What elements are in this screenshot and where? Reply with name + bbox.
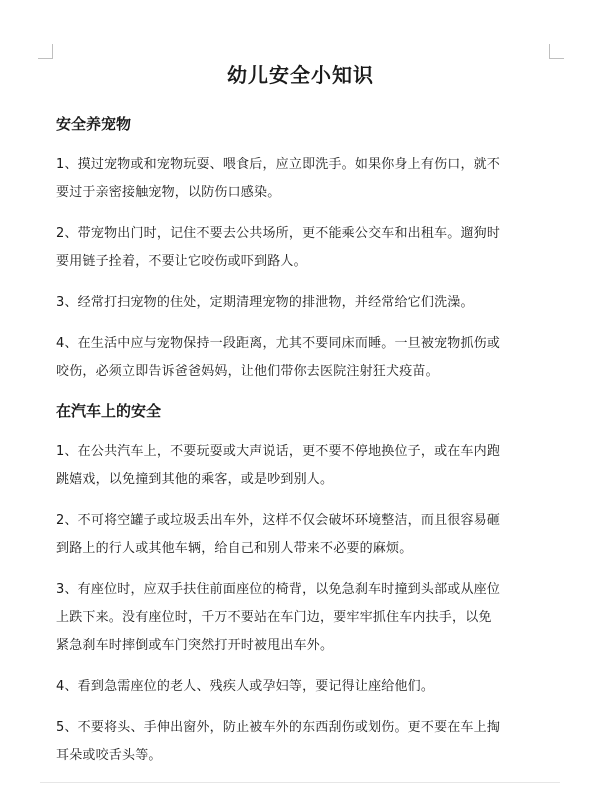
text-line: 3、有座位时，应双手扶住前面座位的椅背，以免急刹车时撞到头部或从座位 — [56, 582, 501, 597]
paragraph-pets-1 — [56, 151, 556, 207]
text-line: 4、在生活中应与宠物保持一段距离，尤其不要同床而睡。一旦被宠物抓伤或 — [56, 336, 501, 351]
paragraph-pets-2 — [56, 220, 556, 276]
paragraph-bus-1 — [56, 438, 556, 494]
text-line: 1、摸过宠物或和宠物玩耍、喂食后，应立即洗手。如果你身上有伤口，就不 — [56, 157, 501, 172]
crop-mark-top-right — [549, 44, 564, 59]
page-bottom-divider — [40, 782, 560, 783]
paragraph-pets-3 — [56, 289, 556, 317]
text-line: 咬伤，必须立即告诉爸爸妈妈，让他们带你去医院注射狂犬疫苗。 — [56, 364, 439, 379]
text-line: 2、不可将空罐子或垃圾丢出车外，这样不仅会破坏环境整洁，而且很容易砸 — [56, 513, 501, 528]
paragraph-pets-4 — [56, 330, 556, 386]
text-line: 5、不要将头、手伸出窗外，防止被车外的东西刮伤或划伤。更不要在车上掏 — [56, 720, 501, 735]
paragraph-bus-3 — [56, 576, 556, 660]
section-heading-bus: 在汽车上的安全 — [56, 402, 162, 420]
text-line: 上跌下来。没有座位时，千万不要站在车门边，要牢牢抓住车内扶手，以免 — [56, 610, 492, 625]
text-line: 跳嬉戏，以免撞到其他的乘客，或是吵到别人。 — [56, 472, 334, 487]
paragraph-bus-2 — [56, 507, 556, 563]
section-heading-pets: 安全养宠物 — [56, 115, 132, 133]
text-line: 紧急刹车时摔倒或车门突然打开时被甩出车外。 — [56, 638, 334, 653]
crop-mark-top-left — [38, 44, 53, 59]
text-line: 1、在公共汽车上，不要玩耍或大声说话，更不要不停地换位子，或在车内跑 — [56, 444, 501, 459]
text-line: 4、看到急需座位的老人、残疾人或孕妇等，要记得让座给他们。 — [56, 679, 435, 694]
text-line: 要用链子拴着，不要让它咬伤或吓到路人。 — [56, 254, 307, 269]
paragraph-bus-5 — [56, 714, 556, 770]
text-line: 3、经常打扫宠物的住处，定期清理宠物的排泄物，并经常给它们洗澡。 — [56, 295, 474, 310]
document-title: 幼儿安全小知识 — [227, 63, 374, 87]
text-line: 2、带宠物出门时，记住不要去公共场所，更不能乘公交车和出租车。遛狗时 — [56, 226, 501, 241]
text-line: 耳朵或咬舌头等。 — [56, 748, 162, 763]
text-line: 到路上的行人或其他车辆，给自己和别人带来不必要的麻烦。 — [56, 541, 413, 556]
text-line: 要过于亲密接触宠物，以防伤口感染。 — [56, 185, 281, 200]
paragraph-bus-4 — [56, 673, 556, 701]
